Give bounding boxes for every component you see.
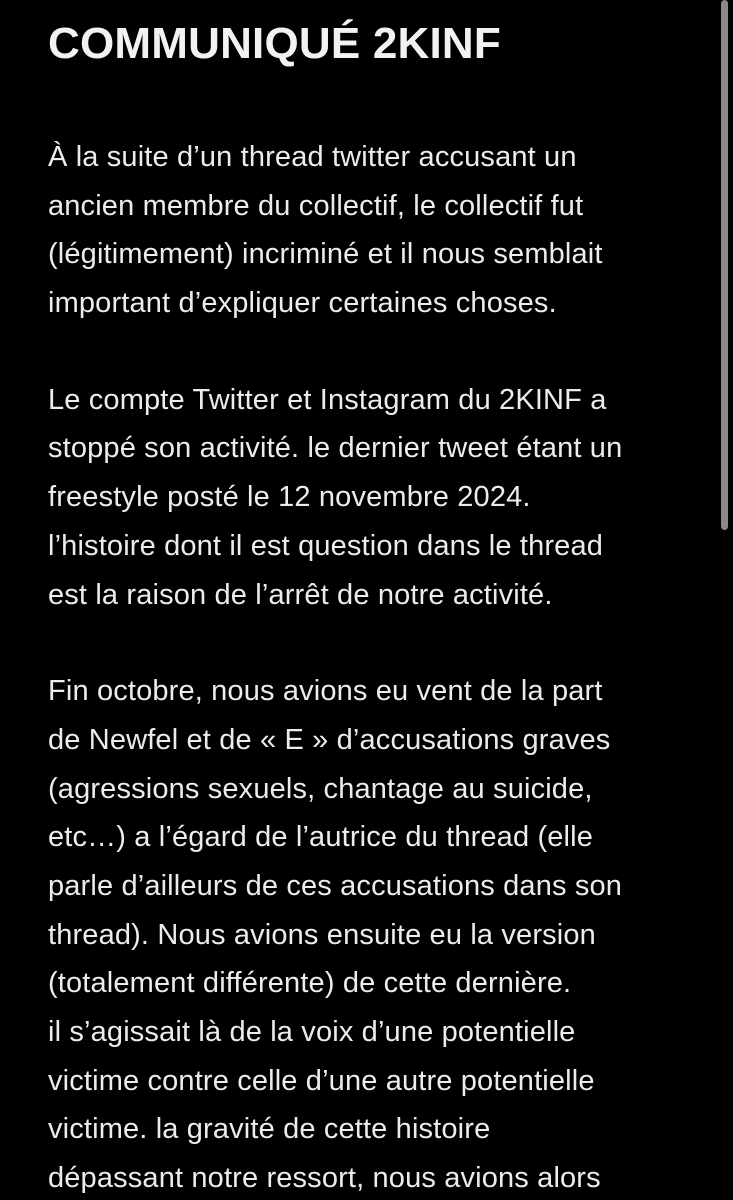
text-line: stoppé son activité. le dernier tweet étant un [48, 432, 623, 465]
text-line: est la raison de l’arrêt de notre activité. [48, 578, 553, 611]
text-line: parle d’ailleurs de ces accusations dans son [48, 869, 623, 902]
text-line: Fin octobre, nous avions eu vent de la part [48, 675, 603, 708]
text-line: l’histoire dont il est question dans le thread [48, 529, 604, 562]
text-line: freestyle posté le 12 novembre 2024. [48, 481, 531, 514]
text-line: ancien membre du collectif, le collectif fut [48, 189, 584, 222]
text-line: (agressions sexuels, chantage au suicide, [48, 772, 593, 805]
text-line: de Newfel et de « E » d’accusations graves [48, 723, 611, 756]
text-line: important d’expliquer certaines choses. [48, 287, 557, 320]
page-title: COMMUNIQUÉ 2KINF [48, 19, 501, 68]
statement-body [48, 133, 718, 1200]
text-line: thread). Nous avions ensuite eu la version [48, 918, 596, 951]
text-line: victime contre celle d’une autre potentielle [48, 1064, 595, 1097]
text-line: (légitimement) incriminé et il nous semblait [48, 238, 603, 271]
text-line: (totalement différente) de cette dernière. [48, 967, 572, 1000]
paragraph-1 [48, 133, 718, 328]
text-line: victime. la gravité de cette histoire [48, 1113, 491, 1146]
text-line: Le compte Twitter et Instagram du 2KINF a [48, 383, 607, 416]
text-line: etc…) a l’égard de l’autrice du thread (elle [48, 821, 593, 854]
paragraph-3 [48, 667, 718, 1200]
paragraph-2 [48, 376, 718, 619]
text-line: dépassant notre ressort, nous avions alors [48, 1162, 601, 1195]
vertical-scrollbar[interactable] [721, 0, 728, 530]
text-line: il s’agissait là de la voix d’une potentielle [48, 1016, 576, 1048]
text-line: À la suite d’un thread twitter accusant un [48, 141, 577, 173]
